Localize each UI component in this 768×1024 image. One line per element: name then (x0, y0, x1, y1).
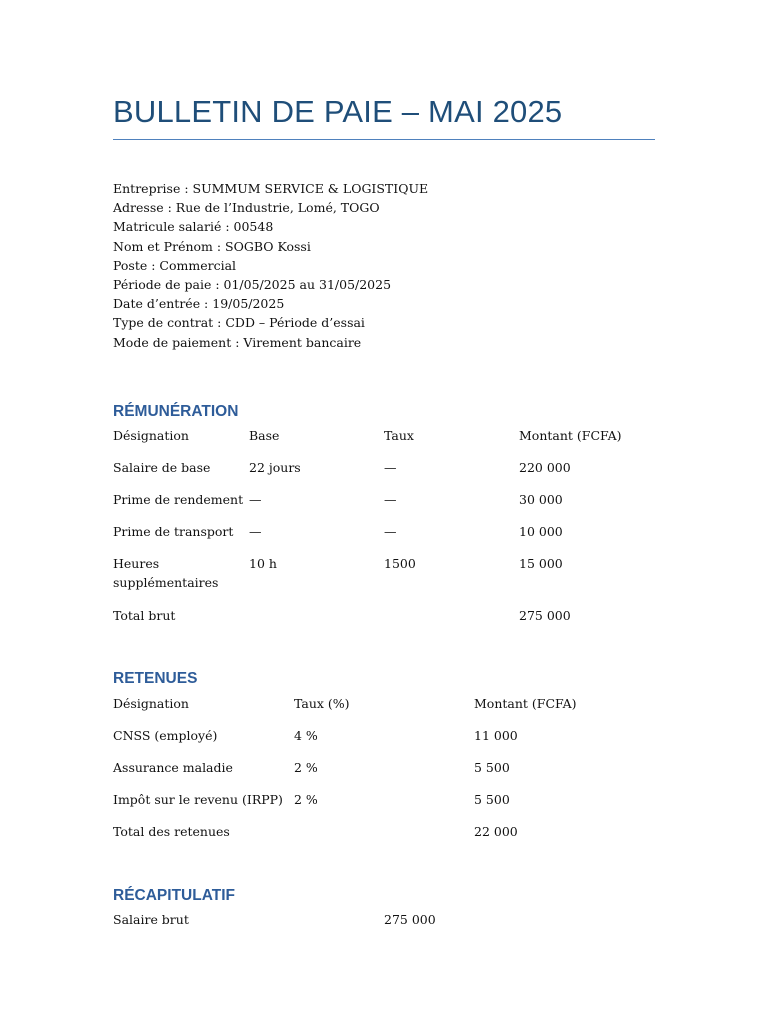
ded-cell: 5 500 (474, 792, 510, 807)
info-company: Entreprise : SUMMUM SERVICE & LOGISTIQUE (113, 181, 429, 196)
rem-cell: — (384, 524, 397, 539)
rem-cell: 220 000 (519, 460, 571, 475)
rem-cell: Heures (113, 556, 160, 571)
info-address: Adresse : Rue de l’Industrie, Lomé, TOGO (113, 200, 380, 216)
info-contract-type: Type de contrat : CDD – Période d’essai (113, 315, 365, 331)
rem-cell: — (384, 492, 397, 507)
rem-total-label: Total brut (113, 608, 176, 623)
ded-cell: 2 % (294, 792, 318, 807)
ded-cell: CNSS (employé) (113, 728, 218, 743)
info-start-date: Date d’entrée : 19/05/2025 (113, 296, 285, 312)
rem-header-base: Base (249, 428, 280, 443)
rem-cell: 22 jours (249, 460, 301, 475)
rem-cell: 15 000 (519, 556, 563, 571)
summary-gross-value: 275 000 (384, 912, 436, 927)
ded-total-label: Total des retenues (113, 824, 230, 839)
remuneration-heading: RÉMUNÉRATION (113, 403, 239, 420)
ded-header-rate: Taux (%) (294, 696, 350, 711)
deductions-heading: RETENUES (113, 670, 198, 687)
ded-cell: 11 000 (474, 728, 518, 743)
rem-cell: — (249, 492, 262, 507)
rem-header-amount: Montant (FCFA) (519, 428, 622, 443)
ded-cell: Impôt sur le revenu (IRPP) (113, 792, 283, 807)
rem-cell: — (249, 524, 262, 539)
info-pay-period: Période de paie : 01/05/2025 au 31/05/2025 (113, 277, 392, 293)
rem-cell: 30 000 (519, 492, 563, 507)
rem-total-value: 275 000 (519, 608, 571, 623)
ded-header-designation: Désignation (113, 696, 189, 711)
rem-header-designation: Désignation (113, 428, 189, 443)
info-employee-id: Matricule salarié : 00548 (113, 219, 274, 235)
rem-cell: Salaire de base (113, 460, 211, 475)
rem-cell: 1500 (384, 556, 416, 571)
summary-heading: RÉCAPITULATIF (113, 887, 235, 904)
rem-cell: — (384, 460, 397, 475)
ded-cell: Assurance maladie (113, 760, 233, 775)
employee-info (113, 179, 428, 352)
rem-cell: Prime de transport (113, 524, 234, 539)
summary-gross-label: Salaire brut (113, 912, 189, 927)
ded-cell: 2 % (294, 760, 318, 775)
ded-total-value: 22 000 (474, 824, 518, 839)
ded-header-amount: Montant (FCFA) (474, 696, 577, 711)
title-divider (113, 139, 655, 140)
info-payment-mode: Mode de paiement : Virement bancaire (113, 334, 362, 350)
rem-cell: Prime de rendement (113, 492, 244, 507)
ded-cell: 4 % (294, 728, 318, 743)
info-name: Nom et Prénom : SOGBO Kossi (113, 238, 311, 254)
info-position: Poste : Commercial (113, 257, 237, 273)
ded-cell: 5 500 (474, 760, 510, 775)
document-title: BULLETIN DE PAIE – MAI 2025 (113, 94, 563, 129)
rem-cell: 10 h (249, 556, 277, 571)
rem-cell: supplémentaires (113, 575, 219, 590)
rem-cell: 10 000 (519, 524, 563, 539)
rem-header-rate: Taux (384, 428, 414, 443)
